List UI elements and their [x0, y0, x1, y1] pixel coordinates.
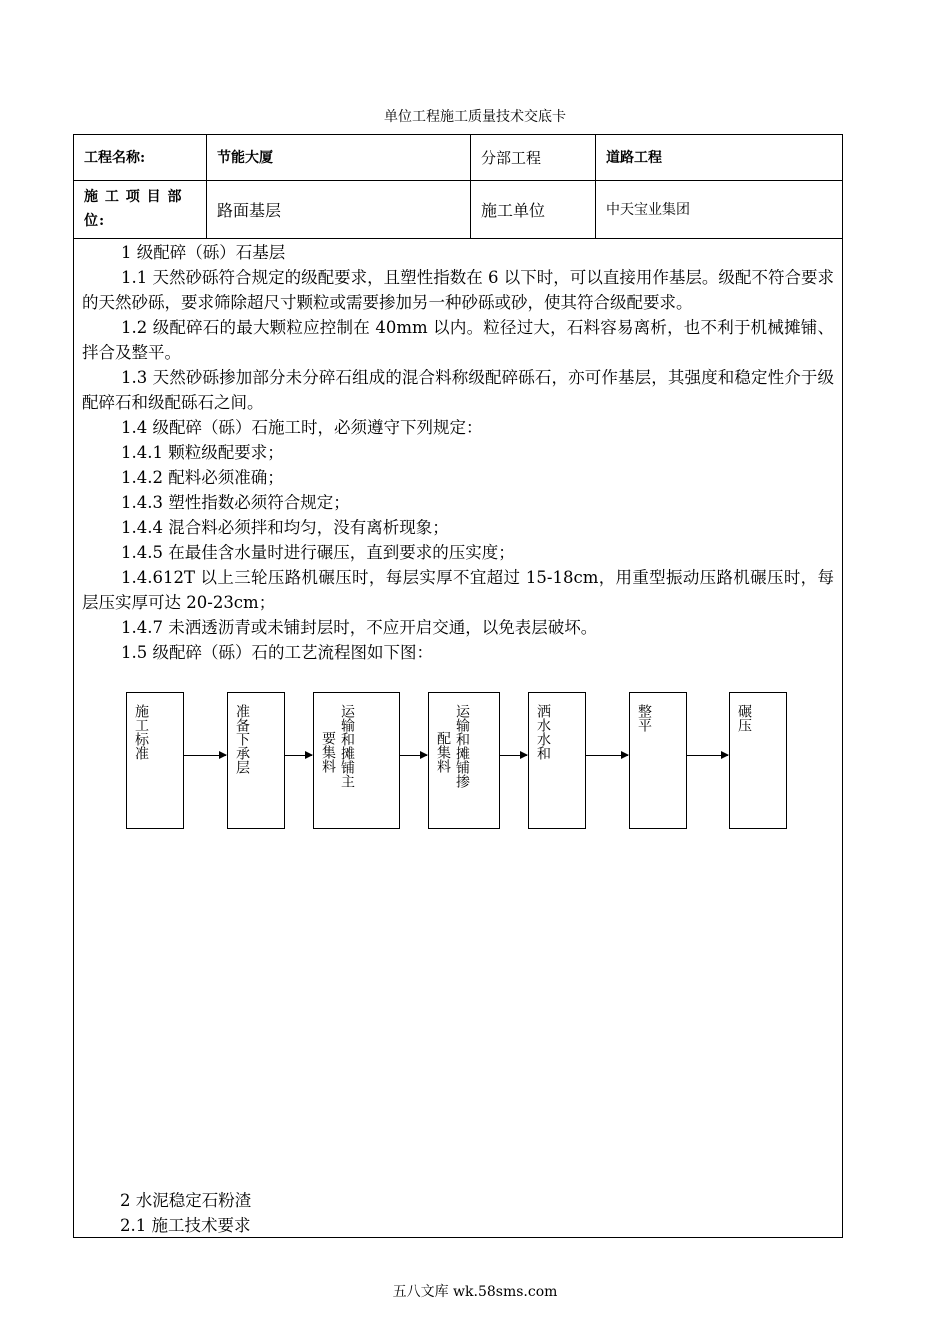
flow-arrow: [500, 755, 527, 756]
section-2-sub: 2.1 施工技术要求: [120, 1216, 251, 1235]
paragraph: 1.5 级配碎（砾）石的工艺流程图如下图：: [121, 643, 433, 662]
sub-project-label: 分部工程: [481, 148, 542, 167]
part-value: 路面基层: [217, 200, 282, 220]
flow-step-6-text: 整平: [636, 704, 652, 732]
col-divider-1: [206, 134, 207, 238]
footer-watermark: 五八文库 wk.58sms.com: [392, 1284, 558, 1300]
paragraph: 1.2 级配碎石的最大颗粒应控制在 40mm 以内。粒径过大，石料容易离析，也不利于机械摊铺、拌合及整平。: [82, 318, 834, 362]
section-2-heading: 2 水泥稳定石粉渣: [120, 1191, 252, 1210]
unit-label: 施工单位: [481, 200, 546, 220]
paragraph: 1.4.1 颗粒级配要求；: [121, 443, 284, 462]
col-divider-3: [595, 134, 596, 238]
flow-arrow: [586, 755, 628, 756]
paragraph: 1.4.5 在最佳含水量时进行碾压，直到要求的压实度；: [121, 543, 515, 562]
flow-step-4-text-a: 运输和摊铺掺: [454, 704, 470, 788]
paragraph: 1.4.2 配料必须准确；: [121, 468, 284, 487]
paragraph: 1.4.4 混合料必须拌和均匀，没有离析现象；: [121, 518, 449, 537]
project-name-label: 工程名称:: [84, 150, 146, 166]
flow-step-4-text-b: 配集料: [435, 731, 451, 773]
paragraph: 1.1 天然砂砾符合规定的级配要求，且塑性指数在 6 以下时，可以直接用作基层。级配不符合要求的天然砂砾，要求筛除超尺寸颗粒或需要掺加另一种砂砾或砂，使其符合级配要求。: [82, 268, 834, 312]
flow-step-5-text: 洒水水和: [535, 704, 551, 760]
part-label: 施 工 项 目 部 位:: [84, 189, 183, 229]
paragraph: 1.4.7 未洒透沥青或未铺封层时，不应开启交通，以免表层破坏。: [121, 618, 598, 637]
flow-arrow: [687, 755, 728, 756]
body-text: [82, 240, 834, 665]
document-title: 单位工程施工质量技术交底卡: [384, 109, 566, 125]
paragraph: 1.4 级配碎（砾）石施工时，必须遵守下列规定：: [121, 418, 483, 437]
paragraph: 1.4.3 塑性指数必须符合规定；: [121, 493, 350, 512]
paragraph: 1 级配碎（砾）石基层: [121, 243, 286, 262]
flow-arrow: [400, 755, 427, 756]
flow-step-2-text: 准备下承层: [234, 704, 250, 774]
sub-project-value: 道路工程: [606, 150, 662, 166]
flow-step-3-text-b: 要集料: [320, 731, 336, 773]
col-divider-2: [470, 134, 471, 238]
project-name-value: 节能大厦: [217, 150, 273, 166]
paragraph: 1.4.612T 以上三轮压路机碾压时，每层实厚不宜超过 15-18cm，用重型振动压路机碾压时，每层压实厚可达 20-23cm；: [82, 568, 834, 612]
flow-step-7-text: 碾压: [736, 704, 752, 732]
flow-arrow: [184, 755, 226, 756]
flow-step-1-text: 施工标准: [133, 704, 149, 760]
row-divider-2: [73, 238, 843, 239]
flow-step-3-text-a: 运输和摊铺主: [339, 704, 355, 788]
flow-arrow: [285, 755, 312, 756]
unit-value: 中天宝业集团: [606, 202, 690, 218]
paragraph: 1.3 天然砂砾掺加部分未分碎石组成的混合料称级配碎砾石，亦可作基层，其强度和稳定性介于级配碎石和级配砾石之间。: [82, 368, 834, 412]
